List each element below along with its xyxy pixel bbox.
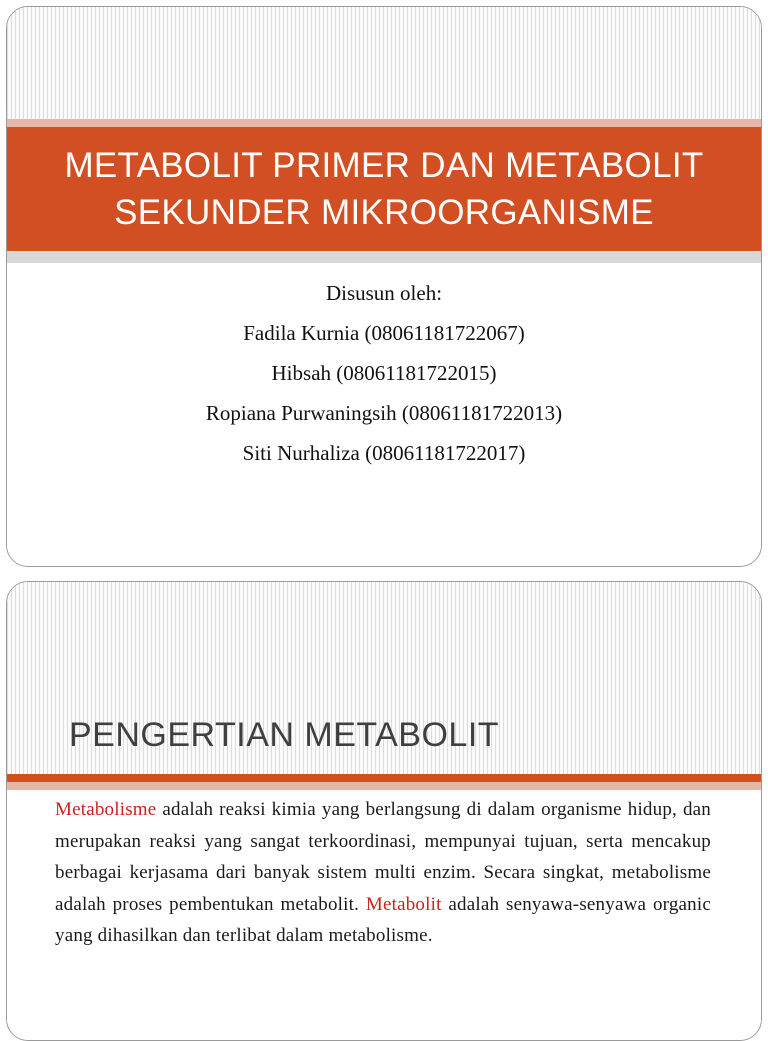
striped-header-band	[7, 7, 761, 119]
title-slide	[6, 6, 762, 567]
title-banner	[7, 127, 761, 251]
accent-divider	[7, 774, 761, 782]
definition-text: adalah reaksi kimia yang berlangsung di dalam organisme hidup, dan merupakan reaksi yang sangat terkoordinasi, mempunyai tujuan, serta mencakup berbagai kerjasama dari banyak sistem multi enzim. Secara singkat, metabolisme adalah proses pembentukan metabolit.	[55, 799, 711, 915]
definition-text: adalah senyawa-senyawa organic yang dihasilkan dan terlibat dalam metabolisme.	[55, 893, 711, 946]
author-line: Hibsah (08061181722015)	[271, 361, 497, 385]
authors-block	[7, 273, 761, 473]
slide-title: METABOLIT PRIMER DAN METABOLIT SEKUNDER MIKROORGANISME	[64, 146, 704, 232]
author-line: Siti Nurhaliza (08061181722017)	[242, 441, 526, 465]
accent-divider	[7, 119, 761, 127]
section-heading: PENGERTIAN METABOLIT	[69, 716, 500, 754]
term-metabolit: Metabolit	[365, 893, 442, 915]
author-line: Ropiana Purwaningsih (08061181722013)	[205, 401, 563, 425]
accent-divider-light	[7, 782, 761, 790]
term-metabolisme: Metabolisme	[55, 799, 157, 820]
author-line: Fadila Kurnia (08061181722067)	[243, 321, 525, 345]
striped-divider-band	[7, 251, 761, 263]
authors-heading: Disusun oleh:	[325, 281, 443, 305]
content-slide	[6, 581, 762, 1041]
definition-paragraph	[55, 794, 711, 952]
